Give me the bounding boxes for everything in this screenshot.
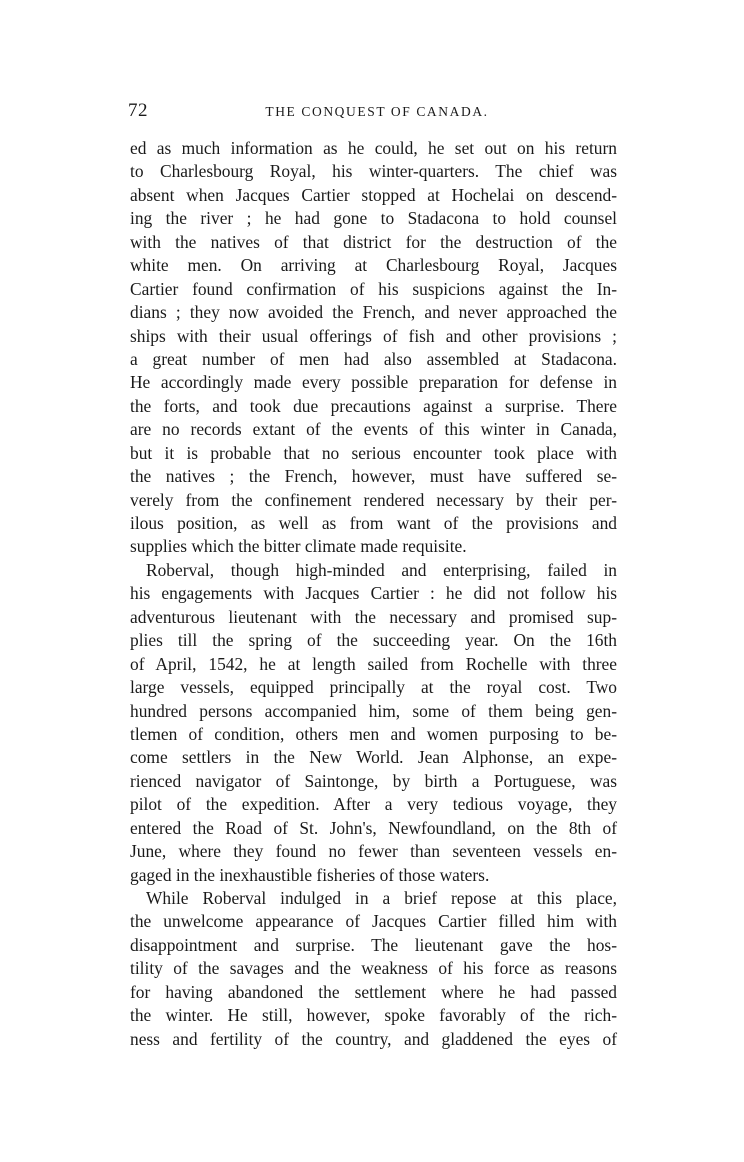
text-line-paragraph-end: gaged in the inexhaustible fisheries of those waters. [130,864,490,885]
text-line: of April, 1542, he at length sailed from Rochelle with three [130,653,617,674]
text-line: ships with their usual offerings of fish and other provisions ; [130,325,617,346]
text-line: ed as much information as he could, he set out on his return [130,138,617,158]
text-line: to Charlesbourg Royal, his winter-quarters. The chief was [130,161,617,182]
text-line: ing the river ; he had gone to Stadacona to hold counsel [130,208,617,229]
text-line-paragraph-start: Roberval, though high-minded and enterprising, failed in [146,559,617,580]
text-line: June, where they found no fewer than seventeen vessels en- [130,841,617,862]
text-line: adventurous lieutenant with the necessary and promised sup- [130,606,617,627]
text-line: ilous position, as well as from want of the provisions and [130,513,617,533]
page-number: 72 [128,100,148,121]
text-line: dians ; they now avoided the French, and never approached the [130,302,617,323]
text-line: absent when Jacques Cartier stopped at Hochelai on descend- [130,184,617,205]
text-line: are no records extant of the events of this winter in Canada, [130,419,617,440]
body-text [130,137,617,1051]
text-line: come settlers in the New World. Jean Alphonse, an expe- [130,747,617,768]
text-line-paragraph-start: While Roberval indulged in a brief repose at this place, [146,888,617,908]
text-line: with the natives of that district for the destruction of the [130,231,617,252]
text-line: He accordingly made every possible preparation for defense in [130,372,617,393]
text-line: the winter. He still, however, spoke favorably of the rich- [130,1005,617,1026]
text-line: entered the Road of St. John's, Newfoundland, on the 8th of [130,817,617,838]
text-line: but it is probable that no serious encounter took place with [130,442,617,463]
text-line: rienced navigator of Saintonge, by birth a Portuguese, was [130,770,617,791]
text-line: pilot of the expedition. After a very tedious voyage, they [130,794,617,815]
text-line: disappointment and surprise. The lieutenant gave the hos- [130,934,617,955]
running-title: THE CONQUEST OF CANADA. [265,104,489,119]
text-line: his engagements with Jacques Cartier : he did not follow his [130,583,617,604]
text-line: hundred persons accompanied him, some of them being gen- [130,700,617,721]
text-line: the unwelcome appearance of Jacques Cartier filled him with [130,911,617,932]
text-line: the forts, and took due precautions against a surprise. There [130,395,617,416]
text-line: white men. On arriving at Charlesbourg Royal, Jacques [130,255,617,276]
text-line: plies till the spring of the succeeding year. On the 16th [130,630,617,651]
text-line: Cartier found confirmation of his suspicions against the In- [130,278,617,299]
text-line: verely from the confinement rendered necessary by their per- [130,489,617,510]
text-line: a great number of men had also assembled at Stadacona. [130,348,617,369]
text-line: for having abandoned the settlement where he had passed [130,981,617,1002]
text-line: ness and fertility of the country, and gladdened the eyes of [130,1028,617,1049]
text-line-paragraph-end: supplies which the bitter climate made requisite. [130,536,467,557]
text-line: large vessels, equipped principally at the royal cost. Two [130,677,617,698]
text-line: the natives ; the French, however, must have suffered se- [130,466,617,487]
page-header [128,100,618,126]
text-line: tility of the savages and the weakness of his force as reasons [130,958,617,979]
text-line: tlemen of condition, others men and women purposing to be- [130,723,617,744]
